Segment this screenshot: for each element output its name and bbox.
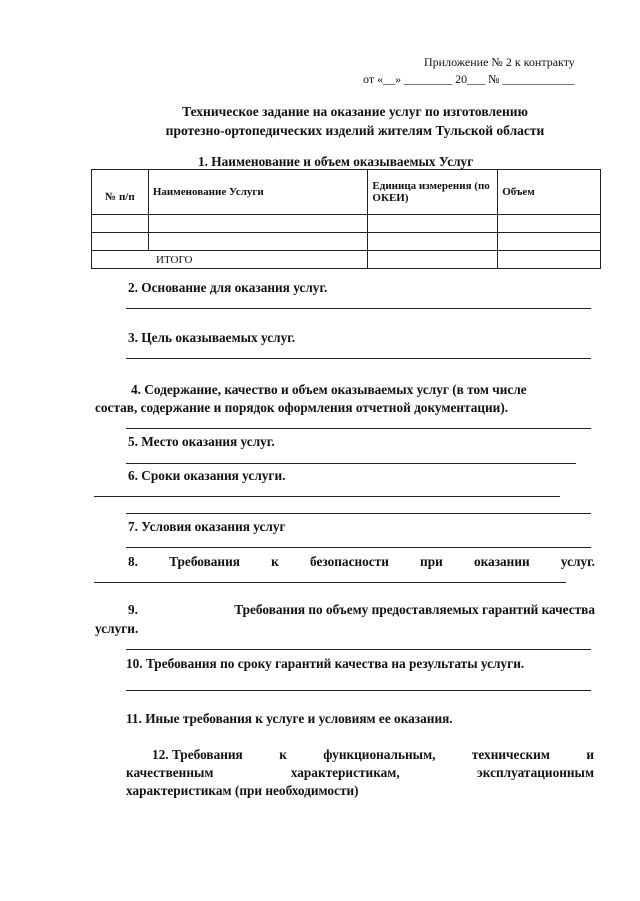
table-total-row — [92, 251, 601, 269]
fill-line — [126, 513, 591, 514]
col-header-service-name: Наименование Услуги — [148, 170, 368, 215]
section-8-word: безопасности — [309, 554, 389, 569]
table-cell — [498, 233, 601, 251]
document-title-line2: протезно-ортопедических изделий жителям Тульской области — [165, 123, 545, 138]
table-cell — [148, 233, 368, 251]
table-row — [92, 215, 601, 233]
section-12-word: качественным — [126, 765, 214, 780]
section-12-heading-line2 — [126, 763, 594, 782]
fill-line — [126, 463, 576, 464]
table-cell — [368, 233, 498, 251]
section-7-heading: 7. Условия оказания услуг — [128, 519, 286, 534]
fill-line — [94, 582, 566, 583]
section-8-word: услуг. — [560, 554, 595, 569]
table-cell — [368, 251, 498, 269]
section-8-word: к — [271, 554, 279, 569]
table-cell — [148, 215, 368, 233]
document-title-line1: Техническое задание на оказание услуг по изготовлению — [182, 104, 528, 119]
fill-line — [94, 496, 560, 497]
section-6-heading: 6. Сроки оказания услуги. — [128, 468, 286, 483]
contract-date-line: от «__» ________ 20___ № ____________ — [363, 72, 575, 86]
section-9-number: 9. — [128, 602, 138, 617]
section-12-word: характеристикам, — [290, 765, 400, 780]
section-12-word: эксплуатационным — [477, 765, 594, 780]
section-9-heading-line2: услуги. — [95, 621, 139, 636]
table-cell — [92, 215, 149, 233]
table-cell — [498, 251, 601, 269]
section-12-word: 12. Требования — [152, 747, 243, 762]
section-8-word: оказании — [473, 554, 530, 569]
services-table — [91, 169, 601, 269]
section-5-heading: 5. Место оказания услуг. — [128, 434, 275, 449]
table-cell — [368, 215, 498, 233]
fill-line — [126, 649, 591, 650]
section-12-heading-line3: характеристикам (при необходимости) — [126, 783, 359, 798]
section-9-text: Требования по объему предоставляемых гарантий качества — [234, 602, 595, 617]
fill-line — [126, 308, 591, 309]
fill-line — [126, 690, 591, 691]
section-9-heading-line1 — [128, 600, 595, 619]
section-1-heading: 1. Наименование и объем оказываемых Услуг — [198, 154, 474, 169]
section-10-heading: 10. Требования по сроку гарантий качества на результаты услуги. — [126, 656, 525, 671]
section-8-number: 8. — [128, 554, 138, 569]
col-header-volume: Объем — [498, 170, 601, 215]
section-4-heading-line1: 4. Содержание, качество и объем оказываемых услуг (в том числе — [131, 382, 527, 397]
section-12-word: и — [586, 747, 594, 762]
section-12-heading-line1 — [152, 745, 594, 764]
table-header-row — [92, 170, 601, 215]
section-12-word: к — [279, 747, 287, 762]
appendix-label: Приложение № 2 к контракту — [424, 55, 575, 69]
col-header-unit: Единица измерения (по ОКЕИ) — [368, 170, 498, 215]
section-8-word: Требования — [169, 554, 240, 569]
section-12-word: техническим — [471, 747, 550, 762]
total-label: ИТОГО — [92, 251, 368, 269]
section-2-heading: 2. Основание для оказания услуг. — [128, 280, 328, 295]
section-8-word: при — [420, 554, 443, 569]
section-8-heading — [128, 552, 595, 571]
section-3-heading: 3. Цель оказываемых услуг. — [128, 330, 296, 345]
fill-line — [126, 547, 591, 548]
section-4-heading-line2: состав, содержание и порядок оформления отчетной документации). — [95, 400, 509, 415]
table-cell — [498, 215, 601, 233]
table-row — [92, 233, 601, 251]
col-header-number: № п/п — [92, 170, 149, 215]
fill-line — [126, 358, 591, 359]
section-12-word: функциональным, — [323, 747, 436, 762]
fill-line — [126, 428, 591, 429]
section-11-heading: 11. Иные требования к услуге и условиям ее оказания. — [126, 711, 453, 726]
table-cell — [92, 233, 149, 251]
